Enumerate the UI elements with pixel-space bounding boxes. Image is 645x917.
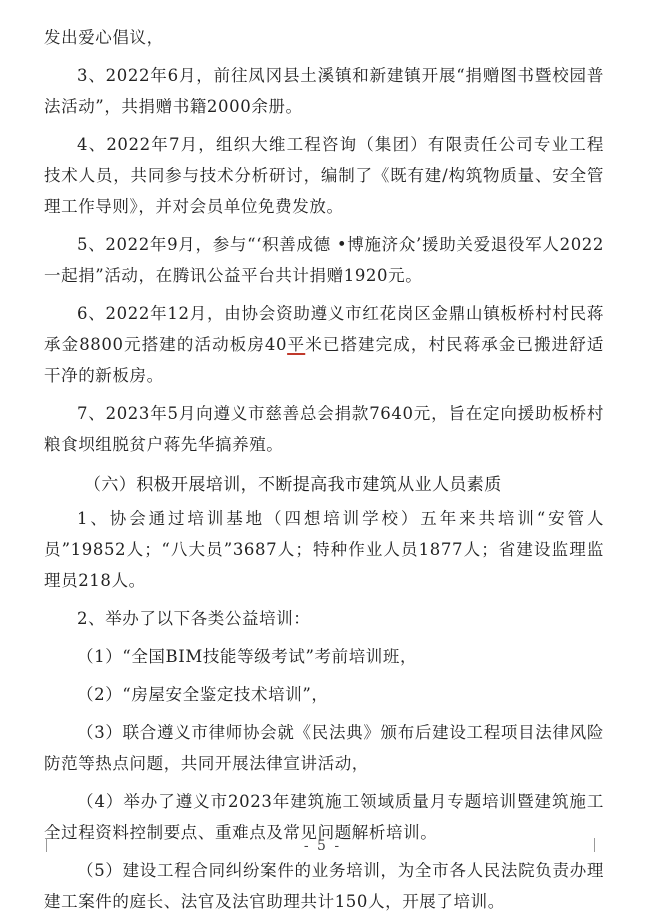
paragraph-item-6-text-b: 米已搭建完成，村民蒋承金已搬进舒适干净的新板房。	[44, 335, 604, 385]
paragraph-item-4: 4、2022年7月，组织大维工程咨询（集团）有限责任公司专业工程技术人员，共同参与技术分析研讨，编制了《既有建/构筑物质量、安全管理工作导则》，并对会员单位免费发放。	[44, 135, 604, 216]
page-number: - 5 -	[303, 838, 342, 854]
paragraph-training-list-5: （5）建设工程合同纠纷案件的业务培训，为全市各人民法院负责办理建工案件的庭长、法官及法官助理共计150人，开展了培训。	[44, 861, 604, 911]
paragraph-opening-fragment: 发出爱心倡议，	[44, 28, 164, 47]
paragraph-training-list-4: （4）举办了遵义市2023年建筑施工领域质量月专题培训暨建筑施工全过程资料控制要点、重难点及常见问题解析培训。	[44, 792, 604, 842]
paragraph-training-list-3: （3）联合遵义市律师协会就《民法典》颁布后建设工程项目法律风险防范等热点问题，共同开展法律宣讲活动，	[44, 723, 604, 773]
section-heading-training: （六）积极开展培训，不断提高我市建筑从业人员素质	[84, 475, 502, 495]
paragraph-item-3: 3、2022年6月，前往凤冈县土溪镇和新建镇开展“捐赠图书暨校园普法活动”，共捐赠书籍2000余册。	[44, 66, 604, 116]
paragraph-training-1: 1、协会通过培训基地（四想培训学校）五年来共培训“安管人员”19852人；“八大员”3687人；特种作业人员1877人；省建设监理监理员218人。	[44, 509, 604, 590]
paragraph-item-6-text-a: 6、2022年12月，由协会资助遵义市红花岗区金鼎山镇板桥村村民蒋承金8800元搭建的活动板房40	[44, 304, 604, 354]
paragraph-item-6	[44, 298, 604, 391]
paragraph-training-2: 2、举办了以下各类公益培训：	[77, 609, 311, 628]
paragraph-item-5: 5、2022年9月，参与“‘积善成德 •博施济众’援助关爱退役军人2022一起捐”活动，在腾讯公益平台共计捐赠1920元。	[44, 235, 604, 285]
paragraph-training-list-2: （2）“房屋安全鉴定技术培训”，	[77, 685, 329, 704]
paragraph-training-list-1: （1）“全国BIM技能等级考试”考前培训班，	[77, 647, 418, 666]
document-body	[44, 22, 604, 917]
spellcheck-underlined-word: 平	[287, 335, 306, 354]
paragraph-item-7: 7、2023年5月向遵义市慈善总会捐款7640元，旨在定向援助板桥村粮食坝组脱贫户蒋先华搞养殖。	[44, 404, 604, 454]
